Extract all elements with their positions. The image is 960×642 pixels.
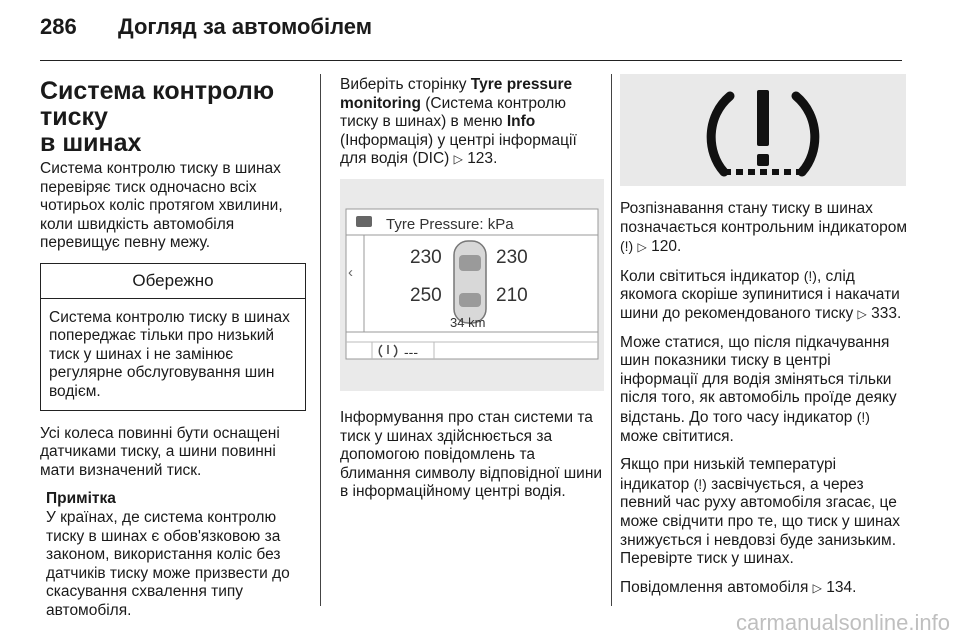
text-run: Розпізнавання стану тиску в шинах позначається контрольним індикатором <box>620 200 907 236</box>
column-divider <box>320 74 321 606</box>
text-run: , слід якомога скоріше зупинитися і накачати шини до рекомендованого тиску <box>620 267 900 322</box>
page-ref-arrow-icon: ▷ <box>857 306 867 321</box>
note-text: У країнах, де система контролю тиску в шинах є обов'язковою за законом, використання коліс без датчиків тиску може призвести до скасування схвалення типу автомобіля. <box>46 508 290 619</box>
section-title-line: Система контролю тиску <box>40 77 275 131</box>
page-header <box>40 14 372 50</box>
chevron-left-icon: ‹ <box>348 263 353 281</box>
caution-text: Система контролю тиску в шинах попереджає тільки про низький тиск у шинах і не замінює регулярне обслуговування шин водієм. <box>49 308 290 400</box>
tpms-indicator-icon: (!) <box>620 238 634 255</box>
menu-term: Tyre pressure monitoring <box>340 76 573 112</box>
tyre-rear-left: 250 <box>410 284 442 306</box>
chapter-title: Догляд за автомобілем <box>118 14 373 39</box>
watermark: carmanualsonline.info <box>735 610 950 635</box>
text-run: засвічується, а через певний час руху автомобіля згасає, це може свідчити про те, що тиск у шинах знижується і невдовзі буде занизьким. Перевірте тиск у шинах. <box>620 475 900 568</box>
tpms-warning-illustration <box>620 74 906 186</box>
car-front-icon <box>356 216 372 227</box>
indicator-on-paragraph: Коли світиться індикатор (!), слід якомога скоріше зупинитися і накачати шини до рекомендованого тиску ▷ 333. <box>620 267 902 322</box>
page-ref[interactable]: 333 <box>871 304 897 322</box>
tpms-indicator-icon: (!) <box>803 267 817 284</box>
recognition-paragraph: Розпізнавання стану тиску в шинах позначається контрольним індикатором (!) ▷ 120. <box>620 200 907 256</box>
tyre-front-right: 230 <box>496 246 528 268</box>
caution-box <box>40 263 306 411</box>
page-number: 286 <box>40 14 77 39</box>
page-ref-arrow-icon: ▷ <box>453 152 463 167</box>
vehicle-messages-paragraph: Повідомлення автомобіля ▷ 134. <box>620 578 857 596</box>
info-paragraph: Інформування про стан системи та тиск у шинах здійснюється за допомогою повідомлень та блимання символу відповідної шини в інформаційному центрі водія. <box>340 408 603 501</box>
caution-heading: Обережно <box>41 264 305 299</box>
dic-display-svg <box>340 179 604 391</box>
header-rule <box>40 60 902 61</box>
text-run: Може статися, що після підкачування шин показники тиску в центрі інформації для водія зміняться тільки після того, як автомобіль проїде деяку відстань. До того часу індикатор <box>620 333 897 426</box>
intro-paragraph: Система контролю тиску в шинах перевіряє тиск одночасно всіх чотирьох коліс протягом хвилини, коли швидкість автомобіля перевищує певну межу. <box>40 160 283 252</box>
section-title <box>40 78 306 156</box>
tyre-front-left: 230 <box>410 246 442 268</box>
column-divider <box>611 74 612 606</box>
text-run: (Інформація) у центрі інформації для водія (DIC) <box>340 131 577 168</box>
car-top-view-icon <box>454 241 486 323</box>
display-title: Tyre Pressure: kPa <box>386 215 514 233</box>
column-3 <box>620 64 908 607</box>
page-ref-arrow-icon: ▷ <box>637 240 647 255</box>
text-run: Повідомлення автомобіля <box>620 578 813 596</box>
tpms-indicator-icon: (!) <box>693 475 707 492</box>
text-run: Якщо при низькій температурі індикатор <box>620 456 837 493</box>
wheels-paragraph: Усі колеса повинні бути оснащені датчиками тиску, а шини повинні мати визначений тиск. <box>40 424 280 479</box>
page-ref-arrow-icon: ▷ <box>812 580 822 595</box>
text-run: Коли світиться індикатор <box>620 267 804 285</box>
text-run: Виберіть сторінку <box>340 76 471 93</box>
display-distance: 34 km <box>450 314 486 330</box>
text-run: може світитися. <box>620 427 734 445</box>
column-1 <box>40 64 306 620</box>
text-run: (Система контролю тиску в шинах) в меню <box>340 94 566 131</box>
delay-paragraph <box>620 334 908 447</box>
dic-display-illustration <box>340 179 604 391</box>
select-page-paragraph: Виберіть сторінку Tyre pressure monitoring (Система контролю тиску в шинах) в меню Info (Інформація) у центрі інформації для водія (DIC) ▷ 123. <box>340 76 577 168</box>
note-heading: Примітка <box>46 490 116 508</box>
column-2 <box>340 76 604 512</box>
tpms-warning-icon <box>620 74 906 186</box>
page-ref[interactable]: 120 <box>651 238 677 256</box>
tpms-indicator-icon: (!) <box>856 408 870 425</box>
low-temperature-paragraph <box>620 456 908 569</box>
display-status: --- <box>404 343 418 360</box>
page-ref[interactable]: 123 <box>467 150 494 168</box>
page-ref[interactable]: 134 <box>826 578 853 596</box>
menu-term: Info <box>506 113 536 131</box>
tyre-rear-right: 210 <box>496 284 528 306</box>
section-title-line: в шинах <box>40 129 142 157</box>
